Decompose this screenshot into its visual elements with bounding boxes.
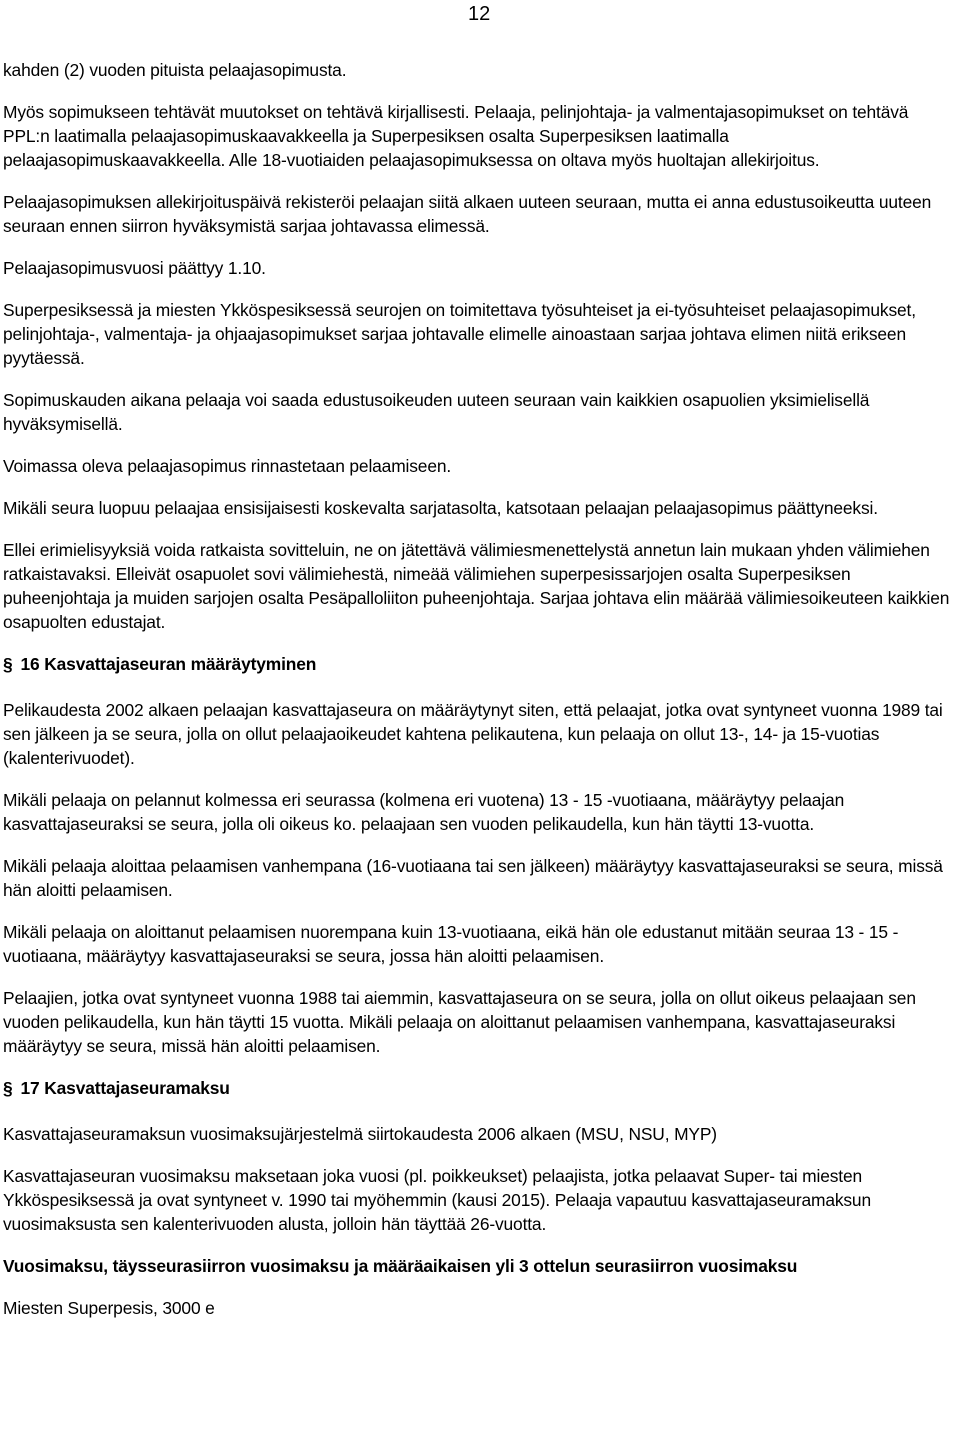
section-17-heading — [3, 1076, 955, 1100]
paragraph: Mikäli seura luopuu pelaajaa ensisijaisesti koskevalta sarjatasolta, katsotaan pelaajan pelaajasopimus päättyneeksi. — [3, 498, 878, 518]
paragraph: Sopimuskauden aikana pelaaja voi saada edustusoikeuden uuteen seuraan vain kaikkien osapuolien yksimielisellä hyväksymisellä. — [3, 390, 870, 434]
paragraph: Mikäli pelaaja on aloittanut pelaamisen nuorempana kuin 13-vuotiaana, eikä hän ole edustanut mitään seuraa 13 - 15 -vuotiaana, määräytyy kasvattajaseuraksi se seura, jossa hän aloitti pelaamisen. — [3, 922, 899, 966]
paragraph: Kasvattajaseuran vuosimaksu maksetaan joka vuosi (pl. poikkeukset) pelaajista, jotka pelaavat Super- tai miesten Ykköspesiksessä ja ovat syntyneet v. 1990 tai myöhemmin (kausi 2015). Pelaaja vapautuu kasvattajaseuramaksun vuosimaksusta sen kalenterivuoden alusta, jolloin hän täyttää 26-vuotta. — [3, 1166, 871, 1234]
paragraph: Pelaajien, jotka ovat syntyneet vuonna 1988 tai aiemmin, kasvattajaseura on se seura, jolla on ollut oikeus pelaajaan sen vuoden pelikaudella, kun hän täytti 15 vuotta. Mikäli pelaaja on aloittanut pelaamisen vanhempana, kasvattajaseuraksi määräytyy se seura, missä hän aloitti pelaamisen. — [3, 988, 916, 1056]
section-17-title: 17 Kasvattajaseuramaksu — [20, 1078, 230, 1098]
paragraph: Mikäli pelaaja on pelannut kolmessa eri seurassa (kolmena eri vuotena) 13 - 15 -vuotiaana, määräytyy pelaajan kasvattajaseuraksi se seura, jolla oli oikeus ko. pelaajaan sen vuoden pelikaudella, kun hän täytti 13-vuotta. — [3, 790, 845, 834]
fee-title: Vuosimaksu, täysseurasiirron vuosimaksu ja määräaikaisen yli 3 ottelun seurasiirron vuosimaksu — [3, 1256, 798, 1276]
section-16-heading — [3, 652, 955, 676]
paragraph: Ellei erimielisyyksiä voida ratkaista sovitteluin, ne on jätettävä välimiesmenettelystä annetun lain mukaan yhden välimiehen ratkaistavaksi. Elleivät osapuolet sovi välimiehestä, nimeää välimiehen superpesissarjojen osalta Superpesiksen puheenjohtaja ja muiden sarjojen osalta Pesäpalloliiton puheenjohtaja. Sarjaa johtava elin määrää välimiesoikeuteen kaikkien osapuolten edustajat. — [3, 540, 950, 632]
paragraph: Pelaajasopimusvuosi päättyy 1.10. — [3, 258, 266, 278]
paragraph: Myös sopimukseen tehtävät muutokset on tehtävä kirjallisesti. Pelaaja, pelinjohtaja- ja valmentajasopimukset on tehtävä PPL:n laatimalla pelaajasopimuskaavakkeella ja Superpesiksen osalta Superpesiksen laatimalla pelaajasopimuskaavakkeella. Alle 18-vuotiaiden pelaajasopimuksessa on oltava myös huoltajan allekirjoitus. — [3, 102, 909, 170]
section-sign: § — [3, 654, 13, 674]
page-number: 12 — [468, 3, 491, 25]
paragraph: Voimassa oleva pelaajasopimus rinnastetaan pelaamiseen. — [3, 456, 452, 476]
paragraph: Pelikaudesta 2002 alkaen pelaajan kasvattajaseura on määräytynyt siten, että pelaajat, jotka ovat syntyneet vuonna 1989 tai sen jälkeen ja se seura, jolla on ollut pelaajaoikeudet kahtena pelikautena, kun pelaaja on ollut 13-, 14- ja 15-vuotias (kalenterivuodet). — [3, 700, 943, 768]
paragraph: Mikäli pelaaja aloittaa pelaamisen vanhempana (16-vuotiaana tai sen jälkeen) määräytyy kasvattajaseuraksi se seura, missä hän aloitti pelaamisen. — [3, 856, 943, 900]
paragraph: Superpesiksessä ja miesten Ykköspesiksessä seurojen on toimitettava työsuhteiset ja ei-työsuhteiset pelaajasopimukset, pelinjohtaja-, valmentaja- ja ohjaajasopimukset sarjaa johtavalle elimelle ainoastaan sarjaa johtava elimen niitä erikseen pyytäessä. — [3, 300, 916, 368]
fee-line: Miesten Superpesis, 3000 e — [3, 1298, 215, 1318]
paragraph: Pelaajasopimuksen allekirjoituspäivä rekisteröi pelaajan siitä alkaen uuteen seuraan, mutta ei anna edustusoikeutta uuteen seuraan ennen siirron hyväksymistä sarjaa johtavassa elimessä. — [3, 192, 932, 236]
document-body — [3, 58, 955, 1338]
section-16-title: 16 Kasvattajaseuran määräytyminen — [20, 654, 317, 674]
section-sign: § — [3, 1078, 13, 1098]
paragraph: Kasvattajaseuramaksun vuosimaksujärjestelmä siirtokaudesta 2006 alkaen (MSU, NSU, MYP) — [3, 1124, 717, 1144]
paragraph: kahden (2) vuoden pituista pelaajasopimusta. — [3, 60, 347, 80]
